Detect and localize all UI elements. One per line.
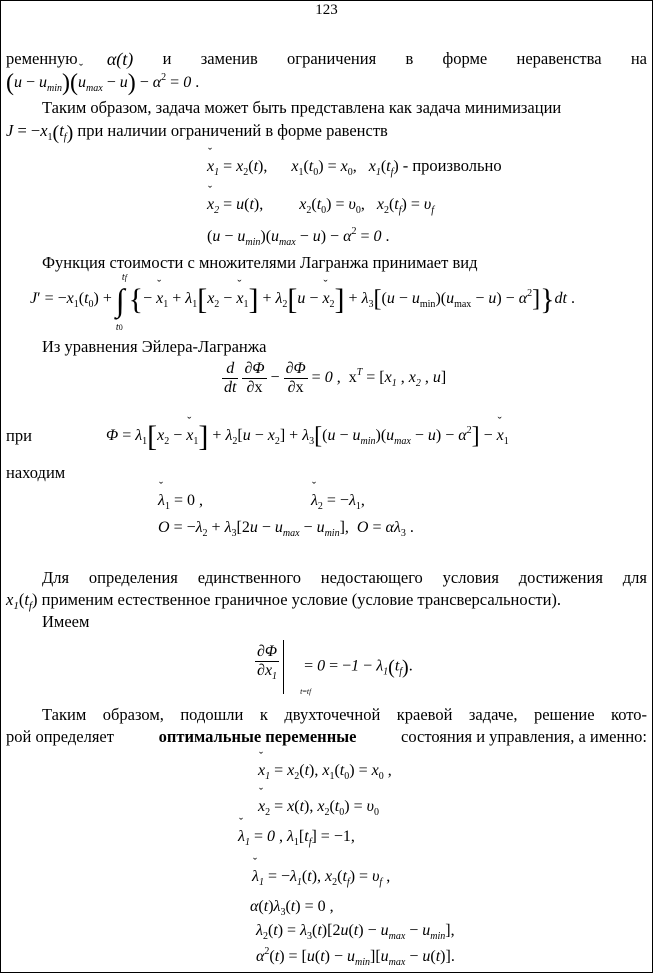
- lagrangian-cost-equation: $J' = -x_1(t_0)$ + tf ∫ t0 {− ˇ $x_1 + \lambda_1[x_2$ − ˇ $x_1] + \lambda_2[u$ − ˇ $x_2] + \lambda_3[(u - u_{min})(u_{max} - u) - \alpha^2]\}dt$ .: [30, 282, 575, 319]
- paragraph-6: находим: [6, 463, 66, 482]
- paragraph-3: Функция стоимости с множителями Лагранжа принимает вид: [42, 253, 478, 272]
- paragraph-9-bold: оптимальные переменные: [158, 727, 357, 746]
- paragraph-4: Из уравнения Эйлера-Лагранжа: [42, 337, 267, 356]
- paragraph-9-part-a: рой определяет: [6, 727, 114, 746]
- optimal-eq-6: $\lambda_2(t) = \lambda_3(t)[2u(t) - u_{max} - u_{min}]$,: [256, 922, 455, 942]
- paragraph-7-line-1: Для определения единственного недостающего условия достижения для: [42, 568, 647, 587]
- arbitrary-label: - произвольно: [402, 156, 502, 175]
- optimal-eq-5: $\alpha(t)\lambda_3(t) = 0$ ,: [250, 898, 334, 918]
- optimal-eq-7: $\alpha^2(t) = [u(t) - u_{min}][u_{max} - u(t)]$.: [256, 946, 455, 968]
- constraint-eq-3: $(u - u_{min})(u_{max} - u) - \alpha^2 = 0$ .: [207, 226, 390, 248]
- euler-lagrange-equation: $\frac{d}{dt}$ $\frac{\partial\Phi}{\text{∂ˇ x}}$ − $\frac{\partial\Phi}{\partial x}$ = 0 , $x^T = [x_1$ , $x_2$ , u]: [222, 360, 446, 397]
- constraint-eq-1: ˇ $x_1 = x_2(t)$, $x_1(t_0) = x_0$, $x_1(t_f)$ - произвольно: [207, 156, 502, 178]
- inequality-equation: $(u - u_{min})(ˇ$ $u_{max} - u) - \alpha^2 = 0$ .: [6, 70, 199, 97]
- page-number: 123: [315, 2, 338, 18]
- paragraph-9-part-b: состояния и управления, а именно:: [401, 727, 647, 746]
- paragraph-5-label: при: [6, 426, 32, 445]
- constraint-eq-2: ˇ $x_2 = u(t)$, $x_2(t_0) = \upsilon_0$, $x_2(t_f) = \upsilon_f$: [207, 196, 434, 216]
- paragraph-7-line-2: $x_1(t_f)$ применим естественное граничное условие (условие трансверсальности).: [6, 590, 562, 612]
- paragraph-7-suffix: применим естественное граничное условие (условие трансверсальности).: [41, 590, 562, 609]
- phi-definition-equation: $\Phi = \lambda_1[x_2$ − ˇ $x_1] + \lambda_2[u - x_2] + \lambda_3[(u - u_{min})(u_{max} - u) - \alpha^2]$ − ˇ $x_1$: [106, 420, 509, 454]
- lambda-results-line-2: $O = -\lambda_2 + \lambda_3[2u - u_{max} - u_{min}]$, $O = \alpha\lambda_3$ .: [158, 519, 414, 539]
- transversality-equation: $\frac{\partial\Phi}{\partial ˇ x_1}$ t=tf = $0 = -1 - \lambda_1(t_f)$.: [255, 640, 413, 694]
- paragraph-9-line-1: Таким образом, подошли к двухточечной краевой задаче, решение кото-: [42, 705, 647, 724]
- optimal-eq-1: ˇ $x_1 = x_2(t)$, $x_1(t_0) = x_0$ ,: [258, 762, 392, 782]
- optimal-eq-4: ˇ $\lambda_1 = -\lambda_1(t)$, $x_2(t_f) = \upsilon_f$ ,: [252, 868, 390, 888]
- paragraph-8: Имеем: [42, 612, 90, 631]
- paragraph-2-line-1: Таким образом, задача может быть представлена как задача минимизации: [42, 98, 562, 117]
- paragraph-2-suffix: при наличии ограничений в форме равенств: [77, 121, 388, 140]
- paragraph-9-line-2: [6, 726, 647, 748]
- paragraph-2-line-2: $J = -x_1(t_f)$ при наличии ограничений в форме равенств: [6, 121, 388, 144]
- optimal-eq-2: ˇ $x_2 = x(t)$, $x_2(t_0) = \upsilon_0$: [258, 798, 379, 818]
- paragraph-1-line-1: ременную α(t) и заменив ограничения в форме неравенства на: [6, 49, 647, 69]
- optimal-eq-3: ˇ $\lambda_1 = 0$ , $\lambda_1[t_f] = -1$,: [238, 828, 355, 848]
- lambda-results-line-1: ˇ $\lambda_1 = 0$ , ˇ $\lambda_2 = -\lambda_1$,: [158, 492, 365, 512]
